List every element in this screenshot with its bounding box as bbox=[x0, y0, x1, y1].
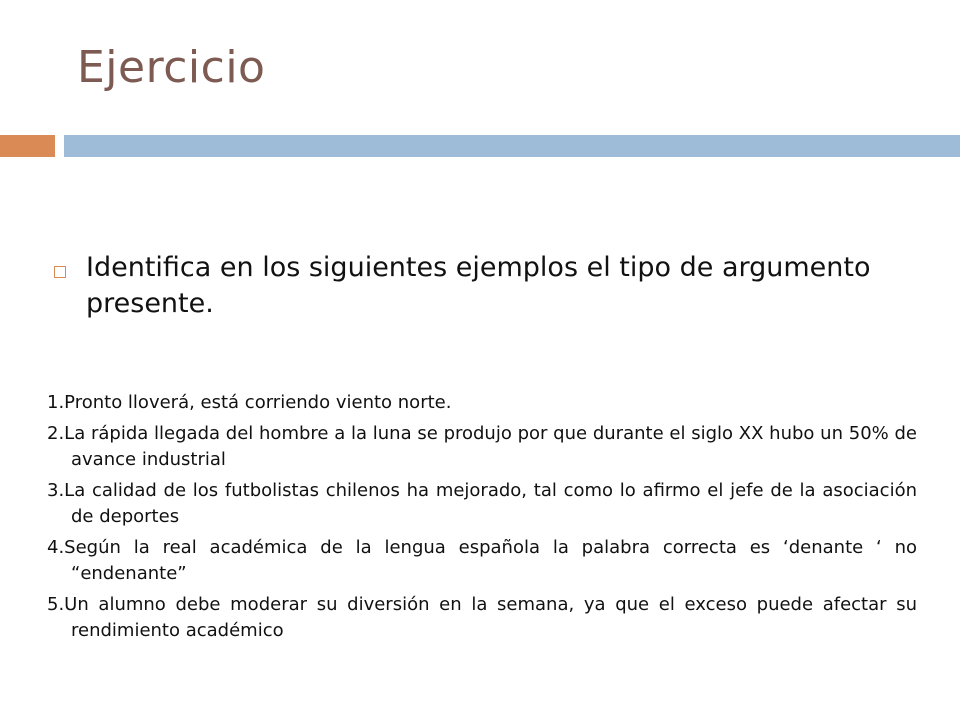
square-bullet-icon bbox=[54, 266, 66, 278]
list-item: 3.La calidad de los futbolistas chilenos ha mejorado, tal como lo afirmo el jefe de la asociación de deportes bbox=[47, 480, 917, 527]
title-accent-bar bbox=[0, 135, 55, 157]
instruction-text: Identifica en los siguientes ejemplos el tipo de argumento presente. bbox=[86, 252, 871, 320]
list-item: 2.La rápida llegada del hombre a la luna se produjo por que durante el siglo XX hubo un 50% de avance industrial bbox=[47, 423, 917, 470]
title-divider-bar bbox=[64, 135, 960, 157]
list-item: 4.Según la real académica de la lengua española la palabra correcta es ‘denante ‘ no “endenante” bbox=[47, 537, 917, 584]
slide-title: Ejercicio bbox=[77, 42, 266, 93]
list-item: 5.Un alumno debe moderar su diversión en la semana, ya que el exceso puede afectar su rendimiento académico bbox=[47, 594, 917, 641]
list-item: 1.Pronto lloverá, está corriendo viento norte. bbox=[47, 392, 452, 413]
instruction-bullet bbox=[54, 250, 894, 322]
examples-list bbox=[47, 390, 917, 649]
